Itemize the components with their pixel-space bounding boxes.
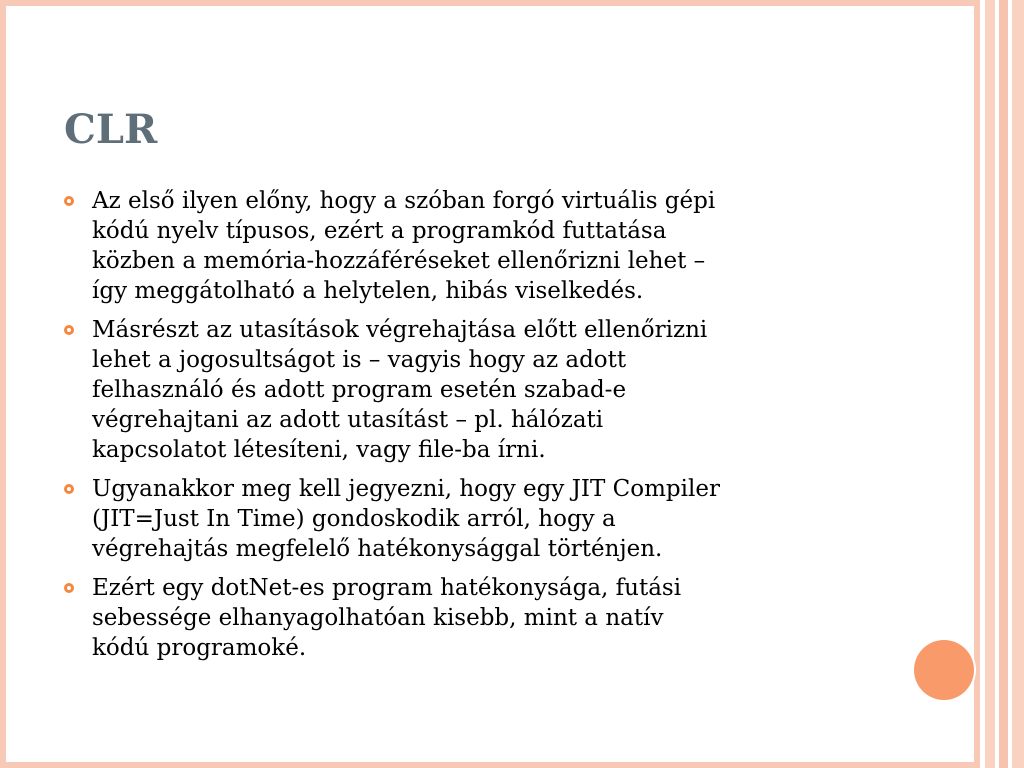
- decor-stripe: [1012, 0, 1024, 768]
- bullet-ring-icon: [64, 196, 74, 206]
- bullet-line: kapcsolatot létesíteni, vagy file-ba írni.: [92, 437, 546, 463]
- frame-left-border: [0, 0, 6, 768]
- bullet-item: [64, 573, 894, 663]
- bullet-line: Ugyanakkor meg kell jegyezni, hogy egy JIT Compiler: [92, 476, 720, 502]
- slide-title: CLR: [64, 106, 158, 153]
- bullet-ring-icon: [64, 583, 74, 593]
- bullet-line: így meggátolható a helytelen, hibás viselkedés.: [92, 278, 644, 304]
- bullet-ring-icon: [64, 325, 74, 335]
- bullet-line: végrehajtani az adott utasítást – pl. hálózati: [92, 407, 604, 433]
- frame-top-border: [0, 0, 980, 6]
- bullet-line: kódú programoké.: [92, 635, 307, 661]
- decor-circle: [914, 640, 974, 700]
- decor-stripe: [985, 0, 995, 768]
- bullet-line: Az első ilyen előny, hogy a szóban forgó virtuális gépi: [92, 188, 716, 214]
- bullet-line: felhasználó és adott program esetén szabad-e: [92, 377, 627, 403]
- frame-bottom-border: [0, 762, 980, 768]
- bullet-line: közben a memória-hozzáféréseket ellenőrizni lehet –: [92, 248, 706, 274]
- bullet-line: végrehajtás megfelelő hatékonysággal történjen.: [92, 536, 663, 562]
- bullet-line: Ezért egy dotNet-es program hatékonysága, futási: [92, 575, 682, 601]
- bullet-line: sebessége elhanyagolhatóan kisebb, mint a natív: [92, 605, 664, 631]
- bullet-line: kódú nyelv típusos, ezért a programkód futtatása: [92, 218, 667, 244]
- bullet-ring-icon: [64, 484, 74, 494]
- bullet-list: [64, 186, 894, 672]
- bullet-line: lehet a jogosultságot is – vagyis hogy az adott: [92, 347, 627, 373]
- bullet-line: (JIT=Just In Time) gondoskodik arról, hogy a: [92, 506, 616, 532]
- bullet-item: [64, 315, 894, 465]
- decor-stripe: [999, 0, 1008, 768]
- bullet-item: [64, 186, 894, 306]
- bullet-item: [64, 474, 894, 564]
- bullet-line: Másrészt az utasítások végrehajtása előtt ellenőrizni: [92, 317, 708, 343]
